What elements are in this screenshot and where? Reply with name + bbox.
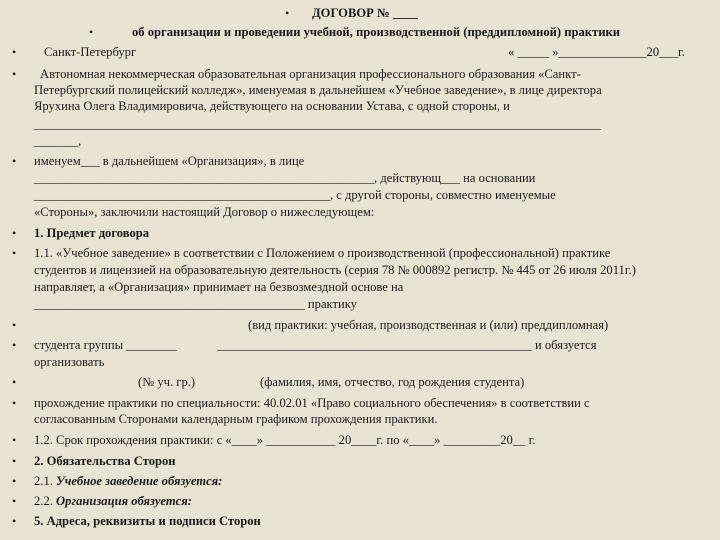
section-2-heading: 2. Обязательства Сторон bbox=[34, 454, 176, 468]
student-name-hint: (фамилия, имя, отчество, год рождения студента) bbox=[260, 375, 525, 389]
section-1-p1-line-1: 1.1. «Учебное заведение» в соответствии с Положением о производственной (профессиональной) практике bbox=[34, 246, 611, 260]
organize-text: организовать bbox=[34, 355, 105, 369]
practice-term-line: 1.2. Срок прохождения практики: с «____» ___________ 20____г. по «____» _________20__ г. bbox=[34, 433, 536, 447]
org-line-4: «Стороны», заключили настоящий Договор о нижеследующем: bbox=[34, 205, 375, 219]
contract-title: ДОГОВОР № ____ bbox=[312, 6, 418, 20]
intro-blank-end: _______, bbox=[34, 134, 82, 148]
bullet: • bbox=[12, 494, 17, 508]
bullet: • bbox=[12, 375, 17, 389]
section-5-heading: 5. Адреса, реквизиты и подписи Сторон bbox=[34, 514, 261, 528]
clause-2-1-number: 2.1. bbox=[34, 474, 57, 488]
bullet: • bbox=[89, 25, 94, 39]
bullet: • bbox=[12, 45, 17, 59]
bullet: • bbox=[12, 396, 17, 410]
clause-2-2-text: Организация обязуется: bbox=[56, 494, 192, 508]
section-1-p1-line-4: ___________________________________________ практику bbox=[34, 297, 357, 311]
clause-2-2-number: 2.2. bbox=[34, 494, 57, 508]
bullet: • bbox=[12, 433, 17, 447]
student-group-line: студента группы ________ bbox=[34, 338, 177, 352]
intro-line-1: Автономная некоммерческая образовательная организация профессионального образования «Санкт- bbox=[40, 67, 581, 81]
bullet: • bbox=[12, 67, 17, 81]
student-name-line: __________________________________________________ и обязуется bbox=[217, 338, 597, 352]
bullet: • bbox=[12, 514, 17, 528]
org-line-3: _______________________________________________, с другой стороны, совместно именуемые bbox=[34, 188, 556, 202]
bullet: • bbox=[285, 6, 290, 20]
intro-line-2: Петербургский полицейский колледж», именуемая в дальнейшем «Учебное заведение», в лице директора bbox=[34, 83, 602, 97]
bullet: • bbox=[12, 338, 17, 352]
clause-2-2 bbox=[34, 493, 192, 509]
bullet: • bbox=[12, 454, 17, 468]
bullet: • bbox=[12, 246, 17, 260]
clause-2-1 bbox=[34, 473, 222, 489]
city-text: Санкт-Петербург bbox=[44, 45, 137, 59]
org-line-2: ______________________________________________________, действующ___ на основании bbox=[34, 171, 536, 185]
bullet: • bbox=[12, 154, 17, 168]
bullet: • bbox=[12, 318, 17, 332]
intro-blank-line: __________________________________________________________________________________________ bbox=[34, 117, 601, 131]
date-line: « _____ »______________20___г. bbox=[508, 45, 685, 59]
org-line-1: именуем___ в дальнейшем «Организация», в лице bbox=[34, 154, 305, 168]
contract-subtitle: об организации и проведении учебной, производственной (преддипломной) практики bbox=[132, 25, 621, 39]
specialty-line-1: прохождение практики по специальности: 40.02.01 «Право социального обеспечения» в соответствии с bbox=[34, 396, 590, 410]
group-number-hint: (№ уч. гр.) bbox=[138, 375, 196, 389]
intro-line-3: Ярухина Олега Владимировича, действующего на основании Устава, с одной стороны, и bbox=[34, 99, 510, 113]
bullet: • bbox=[12, 226, 17, 240]
bullet: • bbox=[12, 474, 17, 488]
section-1-p1-line-3: направляет, а «Организация» принимает на безвозмездной основе на bbox=[34, 280, 404, 294]
section-1-p1-line-2: студентов и лицензией на образовательную деятельность (серия 78 № 000892 регистр. № 445 от 26 июля 2011г.) bbox=[34, 263, 636, 277]
practice-type-hint: (вид практики: учебная, производственная и (или) преддипломная) bbox=[248, 318, 609, 332]
section-1-heading: 1. Предмет договора bbox=[34, 226, 150, 240]
clause-2-1-text: Учебное заведение обязуется: bbox=[56, 474, 223, 488]
specialty-line-2: согласованным Сторонами календарным графиком прохождения практики. bbox=[34, 412, 438, 426]
